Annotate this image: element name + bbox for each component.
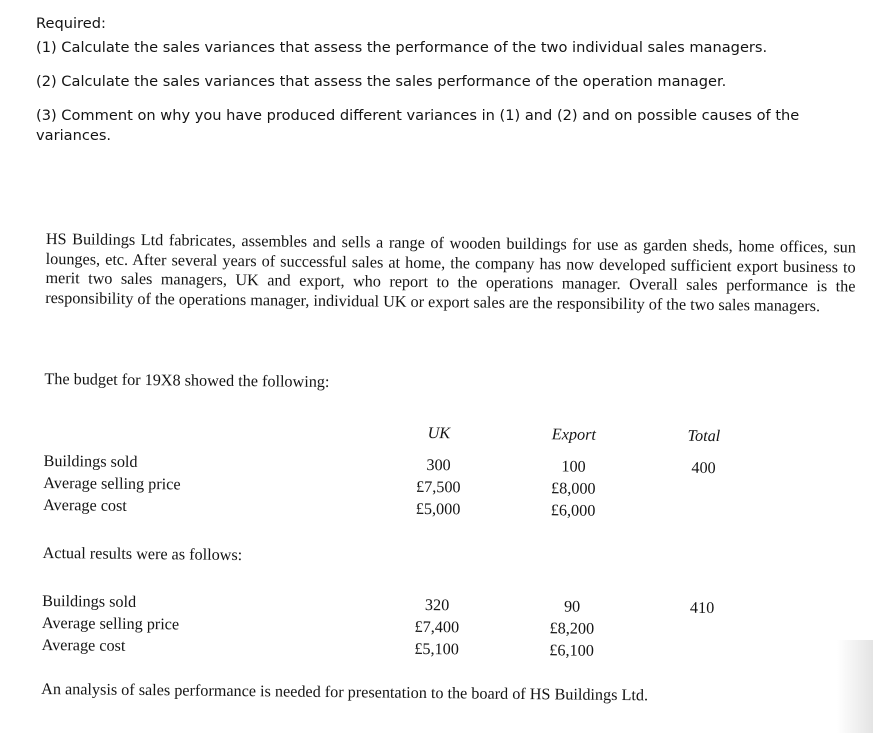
row-label: Average cost [41,635,126,655]
cell-uk: £7,400 [414,617,460,637]
cell-uk: 320 [424,595,450,615]
row-label: Buildings sold [42,591,137,611]
cell-uk: £7,500 [415,477,461,497]
cell-export: £6,100 [549,641,594,660]
budget-label: The budget for 19X8 showed the following: [44,369,330,391]
cell-export: 90 [563,597,581,616]
cell-uk: £5,100 [414,639,459,659]
case-passage [41,230,856,705]
cell-total: 410 [689,598,715,618]
budget-table [43,420,844,520]
cell-uk: 300 [426,455,451,475]
header-export: Export [551,425,597,444]
cell-export: £6,000 [550,501,596,520]
cell-export: 100 [561,457,586,476]
question-3: (3) Comment on why you have produced different variances in (1) and (2) and on possible causes of the variances. [36,107,800,144]
header-total: Total [687,426,721,446]
scan-edge-shadow [837,640,873,733]
row-label: Average selling price [43,473,181,494]
cell-total: 400 [691,458,716,478]
cell-export: £8,000 [550,479,596,498]
actual-table [41,591,842,660]
row-label: Average cost [43,495,127,515]
cell-uk: £5,000 [415,499,461,519]
required-section [36,14,866,146]
cell-export: £8,200 [549,619,595,638]
question-1: (1) Calculate the sales variances that assess the performance of the two individual sales managers. [36,39,768,56]
question-2: (2) Calculate the sales variances that assess the sales performance of the operation manager. [36,73,727,90]
header-uk: UK [427,424,451,443]
table-header-row [44,420,844,448]
actual-label: Actual results were as follows: [42,543,243,565]
required-title: Required: [36,15,106,32]
row-label: Buildings sold [43,451,138,471]
footer-note: An analysis of sales performance is needed for presentation to the board of HS Buildings Ltd. [41,679,649,705]
row-label: Average selling price [41,613,180,634]
intro-paragraph: HS Buildings Ltd fabricates, assembles and sells a range of wooden buildings for use as garden sheds, home offices, sun lounges, etc. After several years of successful sales at home, the company has now developed sufficient export business to merit two sales managers, UK and export, who report to the operations manager. Overall sales performance is the responsibility of the operations manager, individual UK or export sales are the responsibility of the two sales managers. [45,230,856,315]
